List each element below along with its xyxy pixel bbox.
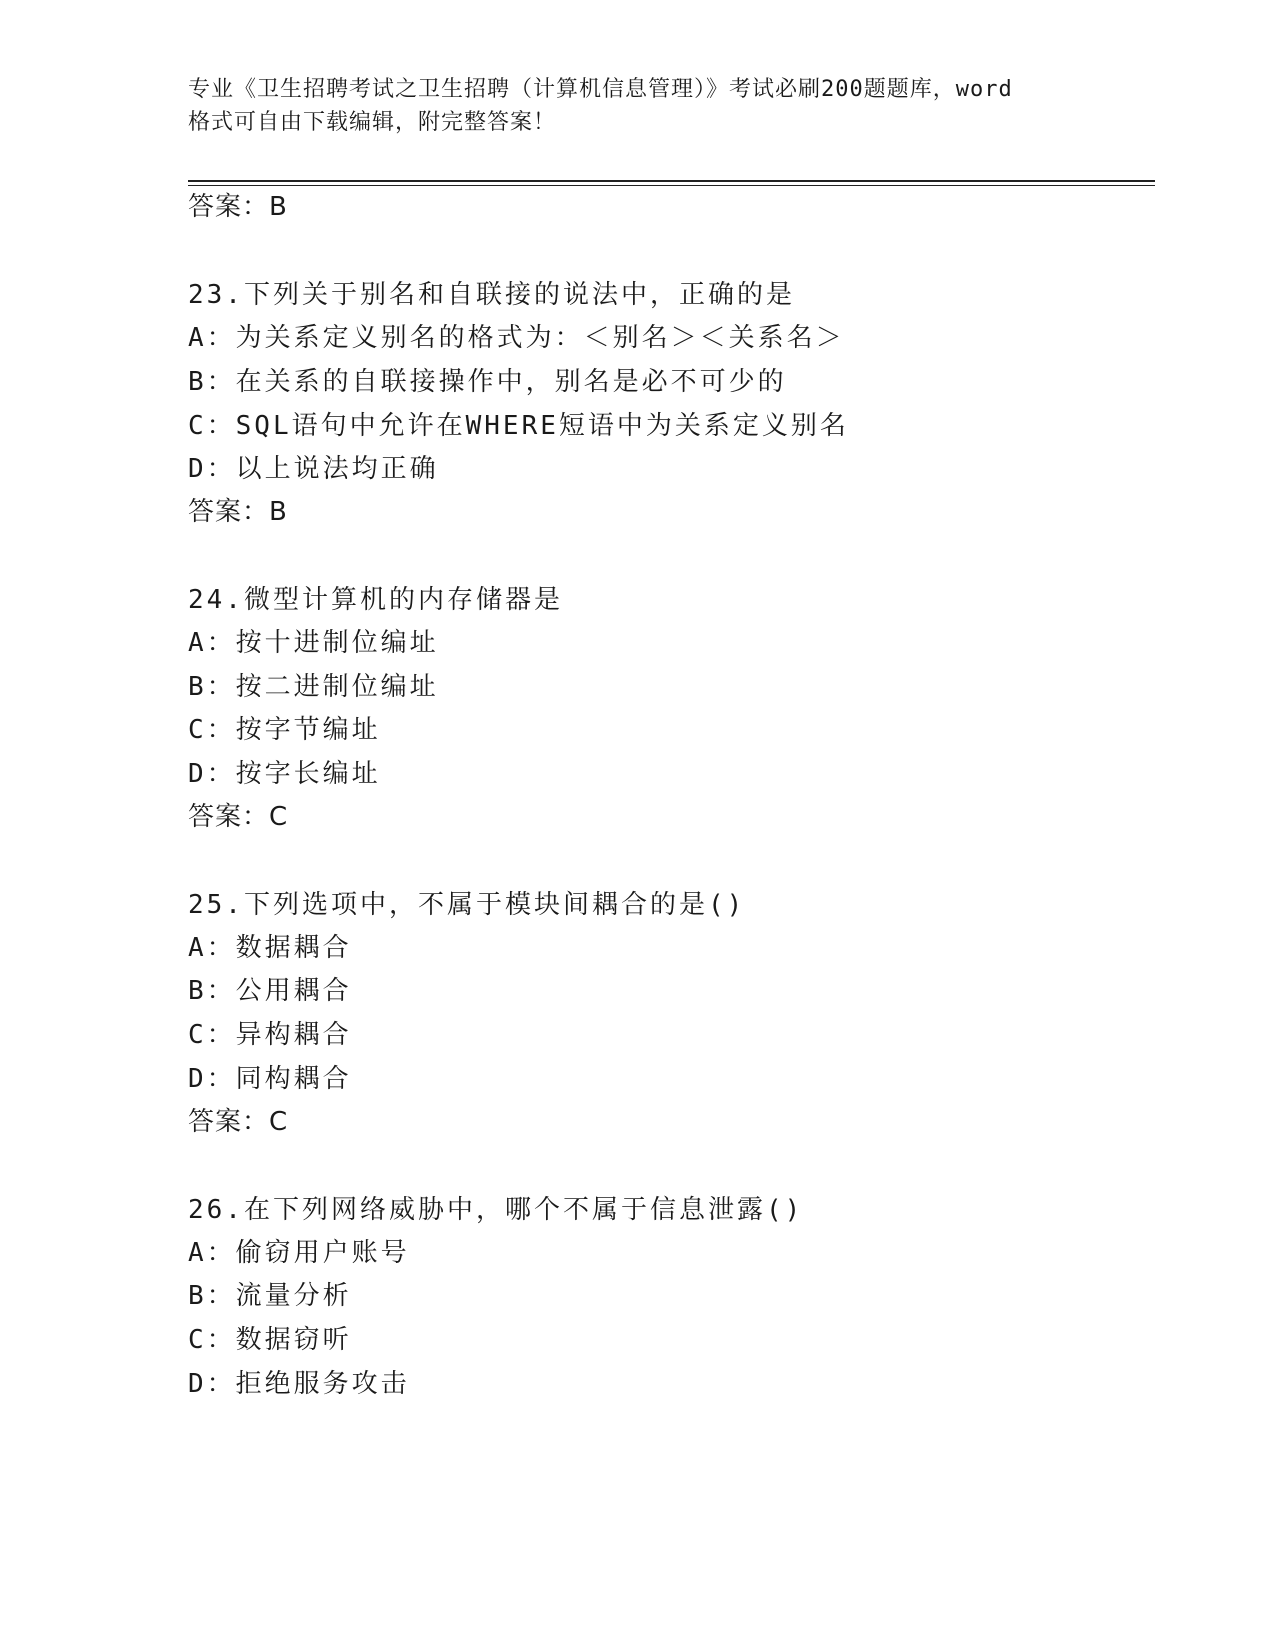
option-d: D：以上说法均正确	[188, 454, 439, 484]
question-stem: 24.微型计算机的内存储器是	[188, 585, 563, 615]
question-stem: 25.下列选项中，不属于模块间耦合的是()	[188, 890, 746, 920]
option-c: C：异构耦合	[188, 1020, 352, 1050]
option-c: C：按字节编址	[188, 715, 381, 745]
option-a: A：为关系定义别名的格式为：＜别名＞＜关系名＞	[188, 323, 845, 353]
option-a: A：偷窃用户账号	[188, 1238, 410, 1268]
answer-label: 答案：B	[188, 497, 288, 527]
option-d: D：拒绝服务攻击	[188, 1369, 410, 1399]
header-line-2: 格式可自由下载编辑，附完整答案！	[188, 110, 557, 135]
header-divider	[188, 180, 1155, 186]
option-b: B：流量分析	[188, 1281, 352, 1311]
option-c: C：数据窃听	[188, 1325, 352, 1355]
option-a: A：按十进制位编址	[188, 628, 439, 658]
answer-label: 答案：C	[188, 1107, 289, 1137]
option-d: D：按字长编址	[188, 759, 381, 789]
answer-label: 答案：C	[188, 802, 289, 832]
question-stem: 23.下列关于别名和自联接的说法中，正确的是	[188, 280, 795, 310]
option-d: D：同构耦合	[188, 1064, 352, 1094]
answer-label: 答案：B	[188, 192, 288, 222]
header-line-1: 专业《卫生招聘考试之卫生招聘（计算机信息管理）》考试必刷200题题库，word	[188, 77, 1013, 102]
option-b: B：按二进制位编址	[188, 672, 439, 702]
document-header	[188, 73, 1088, 139]
question-stem: 26.在下列网络威胁中，哪个不属于信息泄露()	[188, 1195, 804, 1225]
option-b: B：公用耦合	[188, 976, 352, 1006]
option-b: B：在关系的自联接操作中，别名是必不可少的	[188, 367, 787, 397]
option-c: C：SQL语句中允许在WHERE短语中为关系定义别名	[188, 411, 849, 441]
option-a: A：数据耦合	[188, 933, 352, 963]
